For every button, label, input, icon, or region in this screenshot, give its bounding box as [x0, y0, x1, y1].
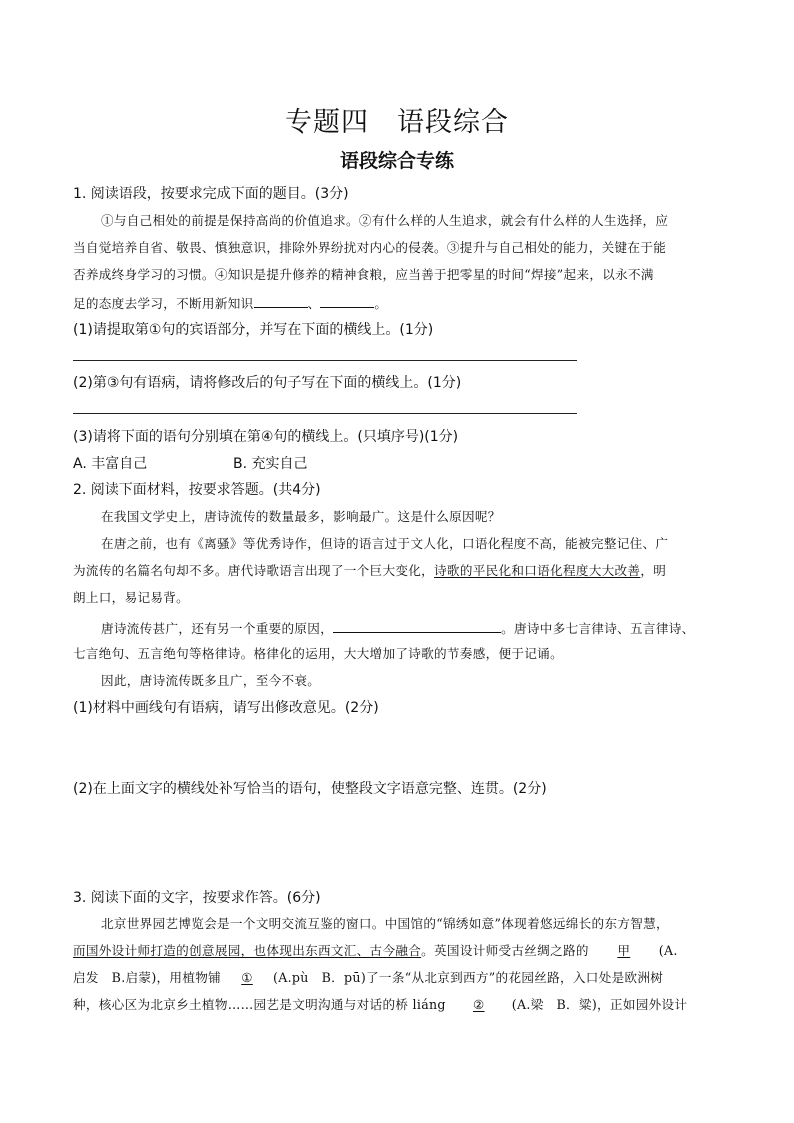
q2-para2-line-2: [73, 563, 666, 579]
q2-para2-line-3: 朗上口，易记易背。: [73, 590, 190, 605]
q2-sub2: (2)在上面文字的横线处补写恰当的语句，使整段文字语意完整、连贯。(2分): [73, 781, 547, 797]
q2-para2-line-1: 在唐之前，也有《离骚》等优秀诗作，但诗的语言过于文人化，口语化程度不高，能被完整记住、广: [101, 536, 669, 551]
q1-passage-line-3: 否养成终身学习的习惯。④知识是提升修养的精神食粮，应当善于把零星的时间“焊接”起来，以永不满: [73, 267, 654, 282]
q1-passage-line-1: ①与自己相处的前提是保持高尚的价值追求。②有什么样的人生追求，就会有什么样的人生选择，应: [101, 213, 669, 228]
q2-stem: 2. 阅读下面材料，按要求答题。(共4分): [73, 482, 321, 498]
q2-para2-line-2-end: ，明: [640, 563, 667, 578]
page-subtitle: 语段综合专练: [339, 150, 454, 172]
q2-para3-line-1-text: 唐诗流传甚广，还有另一个重要的原因，: [101, 621, 334, 636]
q3-blank-jia[interactable]: 甲: [617, 943, 631, 958]
q1-option-a: A. 丰富自己: [73, 456, 148, 472]
q2-sub1: (1)材料中画线句有语病，请写出修改意见。(2分): [73, 700, 379, 716]
q1-passage-line-2: 当自觉培养自省、敬畏、慎独意识，排除外界纷扰对内心的侵袭。③提升与自己相处的能力，关键在于能: [73, 240, 667, 255]
q3-line-4: [73, 997, 687, 1013]
q1-sub1: (1)请提取第①句的宾语部分，并写在下面的横线上。(1分): [73, 322, 434, 338]
q2-underlined-sentence: 诗歌的平民化和口语化程度大大改善: [434, 563, 641, 578]
q3-underlined-sentence: 而国外设计师打造的创意展园，也体现出东西文汇、古今融合: [73, 943, 422, 958]
q1-separator: 、: [307, 296, 321, 311]
q3-line-2-text: 。英国设计师受古丝绸之路的: [421, 943, 589, 958]
q1-passage-line-4: [73, 294, 387, 312]
q1-sub1-answer-line[interactable]: [73, 360, 577, 361]
q3-line-2: [73, 943, 678, 959]
q1-sub2-answer-line[interactable]: [73, 413, 577, 414]
q1-period: 。: [374, 296, 388, 311]
page-title: 专题四 语段综合: [285, 107, 509, 138]
q3-line-1: 北京世界园艺博览会是一个文明交流互鉴的窗口。中国馆的“锦绣如意”体现着悠远绵长的东方智慧，: [101, 916, 669, 931]
q3-line-3-end: (A.pù B．pū)了一条“从北京到西方”的花园丝路，入口处是欧洲树: [273, 970, 664, 985]
q1-stem: 1. 阅读语段，按要求完成下面的题目。(3分): [73, 186, 349, 202]
q1-option-b: B. 充实自己: [233, 456, 308, 472]
q3-blank-1[interactable]: ①: [241, 970, 253, 985]
q1-fill-blank-2[interactable]: [320, 294, 374, 308]
q3-line-3-text: 启发 B.启蒙)，用植物铺: [73, 970, 222, 985]
q2-para4: 因此，唐诗流传既多且广，至今不衰。: [101, 673, 321, 688]
q1-passage-line-4-text: 足的态度去学习，不断用新知识: [73, 296, 254, 311]
q3-line-4-end: (A.梁 B．粱)，正如园外设计: [511, 997, 688, 1012]
q3-blank-2[interactable]: ②: [472, 997, 485, 1012]
q2-para1: 在我国文学史上，唐诗流传的数量最多，影响最广。这是什么原因呢？: [101, 509, 501, 524]
q2-para2-line-2-text: 为流传的名篇名句却不多。唐代诗歌语言出现了一个巨大变化，: [73, 563, 435, 578]
q2-para3-line-1-end: 。唐诗中多七言律诗、五言律诗、: [501, 621, 695, 636]
q1-fill-blank-1[interactable]: [254, 294, 308, 308]
q2-para3-line-2: 七言绝句、五言绝句等格律诗。格律化的运用，大大增加了诗歌的节奏感，便于记诵。: [73, 646, 563, 661]
q1-sub2: (2)第③句有语病，请将修改后的句子写在下面的横线上。(1分): [73, 375, 462, 391]
q2-para3-line-1: [101, 619, 695, 637]
q3-stem: 3. 阅读下面的文字，按要求作答。(6分): [73, 890, 321, 906]
q3-line-2-end: (A.: [658, 943, 678, 958]
q3-line-4-text: 种，核心区为北京乡土植物……园艺是文明沟通与对话的桥 liáng: [73, 997, 446, 1012]
q3-line-3: [73, 970, 663, 986]
q1-sub3: (3)请将下面的语句分别填在第④句的横线上。(只填序号)(1分): [73, 429, 459, 445]
q2-fill-blank[interactable]: [333, 619, 501, 633]
